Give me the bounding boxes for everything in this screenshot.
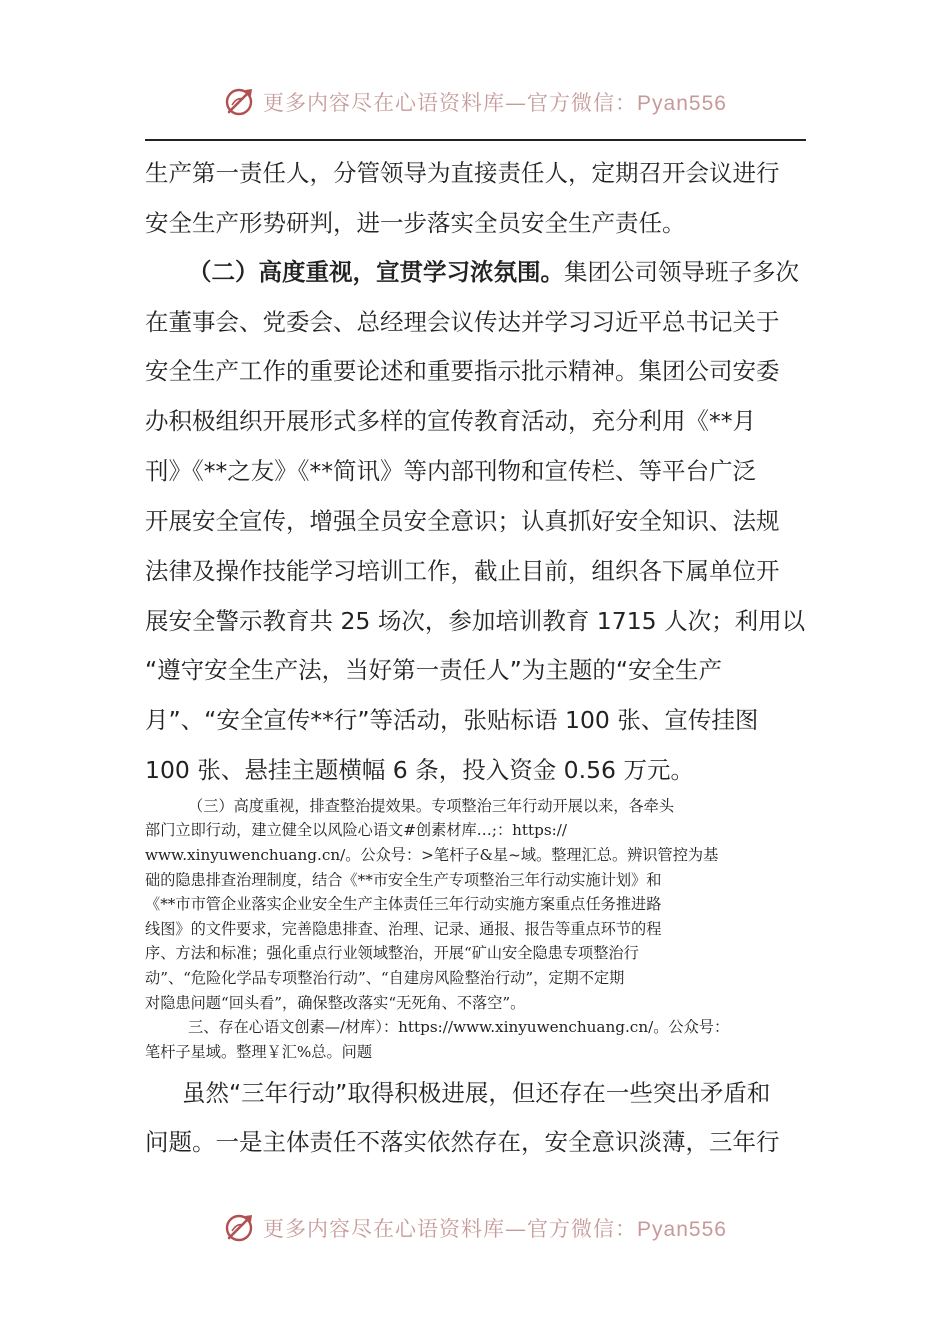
small-line: 对隐患问题“回头看”，确保整改落实“无死角、不落空”。 <box>145 994 526 1012</box>
section-2-first-rest: 集团公司领导班子多次 <box>564 258 799 286</box>
header-watermark <box>0 82 950 122</box>
body-line: 月”、“安全宣传**行”等活动，张贴标语 100 张、宣传挂图 <box>145 706 759 734</box>
small-line: （三）高度重视，排查整治提效果。专项整治三年行动开展以来，各牵头 <box>188 797 674 815</box>
small-line: 笔杆子星域。整理￥汇%总。问题 <box>145 1043 373 1061</box>
small-line: www.xinyuwenchuang.cn/。公众号：>笔杆子&星~域。整理汇总。辨识管控为基 <box>145 846 719 864</box>
small-line: 动”、“危险化学品专项整治行动”、“自建房风险整治行动”，定期不定期 <box>145 969 625 987</box>
body-line: 办积极组织开展形式多样的宣传教育活动，充分利用《**月 <box>145 407 756 435</box>
body-line: 开展安全宣传，增强全员安全意识；认真抓好安全知识、法规 <box>145 507 780 535</box>
small-line: 三、存在心语文创素—/材库）：https://www.xinyuwenchuang.cn/。公众号： <box>188 1018 730 1036</box>
section-2-heading: （二）高度重视，宣贯学习浓氛围。 <box>188 258 564 286</box>
body-line: 展安全警示教育共 25 场次，参加培训教育 1715 人次；利用以 <box>145 607 806 635</box>
body-line: 问题。一是主体责任不落实依然存在，安全意识淡薄，三年行 <box>145 1128 780 1156</box>
footer-watermark <box>0 1208 950 1248</box>
body-line: 虽然“三年行动”取得积极进展，但还存在一些突出矛盾和 <box>182 1079 771 1107</box>
small-line: 础的隐患排查治理制度，结合《**市安全生产专项整治三年行动实施计划》和 <box>145 871 662 889</box>
pen-logo-icon <box>223 85 257 119</box>
watermark-text: 更多内容尽在心语资料库—官方微信：Pyan556 <box>263 91 727 115</box>
pen-logo-icon <box>223 1211 257 1245</box>
body-line: 刊》《**之友》《**简讯》等内部刊物和宣传栏、等平台广泛 <box>145 457 756 485</box>
small-line: 《**市市管企业落实企业安全生产主体责任三年行动实施方案重点任务推进路 <box>145 895 662 913</box>
watermark-text: 更多内容尽在心语资料库—官方微信：Pyan556 <box>263 1217 727 1241</box>
body-line: “遵守安全生产法，当好第一责任人”为主题的“安全生产 <box>145 656 723 684</box>
small-line: 部门立即行动，建立健全以风险心语文#创素材库…;：https:// <box>145 821 568 839</box>
body-line: 安全生产工作的重要论述和重要指示批示精神。集团公司安委 <box>145 357 780 385</box>
body-line: 100 张、悬挂主题横幅 6 条，投入资金 0.56 万元。 <box>145 756 694 784</box>
small-line: 线图》的文件要求，完善隐患排查、治理、记录、通报、报告等重点环节的程 <box>145 920 662 938</box>
section-2-first-line <box>188 247 853 297</box>
body-line: 生产第一责任人，分管领导为直接责任人，定期召开会议进行 <box>145 159 780 187</box>
small-line: 序、方法和标准；强化重点行业领域整治，开展“矿山安全隐患专项整治行 <box>145 944 639 962</box>
body-line: 法律及操作技能学习培训工作，截止目前，组织各下属单位开 <box>145 557 780 585</box>
body-line: 安全生产形势研判，进一步落实全员安全生产责任。 <box>145 209 686 237</box>
body-line: 在董事会、党委会、总经理会议传达并学习习近平总书记关于 <box>145 308 780 336</box>
header-rule <box>145 139 806 141</box>
